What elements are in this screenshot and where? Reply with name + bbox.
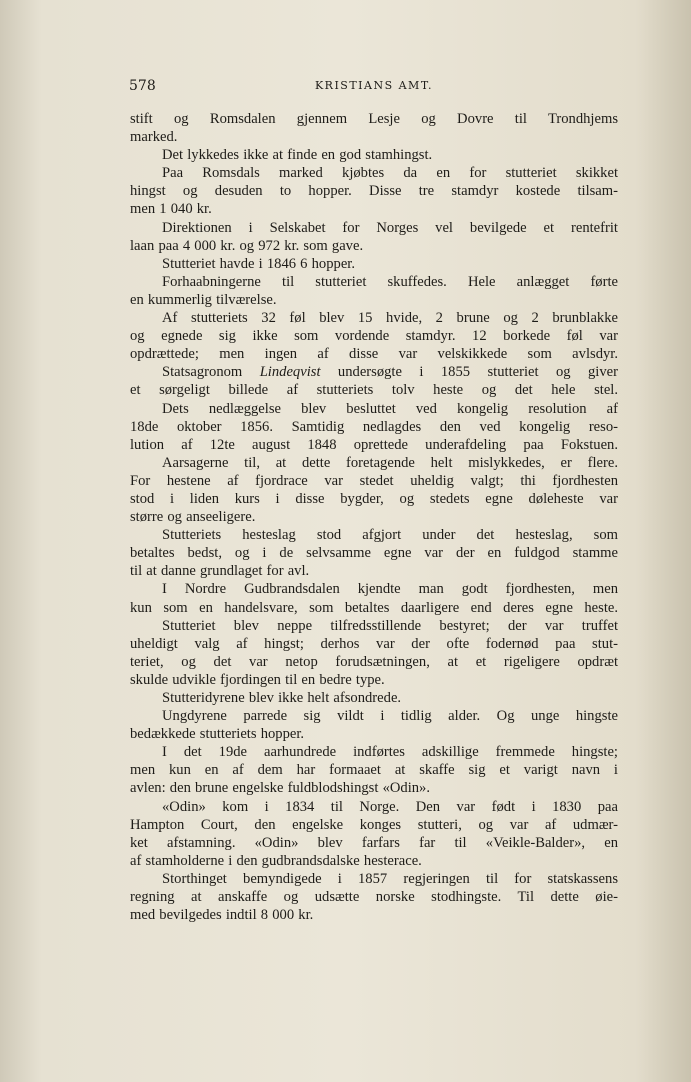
text-line: og egnede sig ikke som vordende stamdyr. 12 borkede føl var (130, 328, 618, 345)
text-line: uheldigt valg af hingst; derhos var der ofte fodernød paa stut- (130, 635, 618, 652)
text-line: Stutteriet havde i 1846 6 hopper. (162, 255, 355, 272)
text-line: et sørgeligt billede af stutteriets tolv heste og det hele stel. (130, 382, 618, 399)
text-line: Paa Romsdals marked kjøbtes da en for stutteriet skikket (162, 165, 618, 182)
text-line: men 1 040 kr. (130, 201, 212, 218)
text-line: regning at anskaffe og udsætte norske stodhingste. Til dette øie- (130, 889, 618, 906)
text-line: men kun en af dem har formaaet at skaffe sig et varigt navn i (130, 762, 618, 779)
text-line: Ungdyrene parrede sig vildt i tidlig alder. Og unge hingste (162, 708, 618, 725)
text-line: I Nordre Gudbrandsdalen kjendte man godt fjordhesten, men (162, 581, 618, 598)
text-line: 18de oktober 1856. Samtidig nedlagdes den ved kongelig reso- (130, 418, 618, 435)
text-line: Hampton Court, den engelske konges stutteri, og var af udmær- (130, 816, 618, 833)
text-line: Dets nedlæggelse blev besluttet ved kongelig resolution af (162, 400, 618, 417)
text-line: større og anseeligere. (130, 509, 256, 526)
text-line: Det lykkedes ikke at finde en god stamhingst. (162, 147, 433, 164)
text-line: teriet, og det var netop forudsætningen, at et rigeligere opdræt (130, 653, 618, 670)
text-line: til at danne grundlaget for avl. (130, 563, 310, 580)
running-title: KRISTIANS AMT. (314, 79, 434, 92)
text-line: «Odin» kom i 1834 til Norge. Den var født i 1830 paa (162, 798, 618, 815)
text-line: Direktionen i Selskabet for Norges vel bevilgede et rentefrit (162, 219, 618, 236)
text-line: lution af 12te august 1848 oprettede underafdeling paa Fokstuen. (130, 436, 618, 453)
page-number: 578 (129, 78, 156, 94)
text-fragment: Statsagronom Lindeqvist undersøgte i 1855 stutteriet og giver (162, 364, 618, 381)
text-line: Aarsagerne til, at dette foretagende helt mislykkedes, er flere. (162, 454, 618, 471)
text-line: I det 19de aarhundrede indførtes adskillige fremmede hingste; (162, 744, 618, 761)
page-header (129, 78, 619, 98)
text-line: skulde udvikle fjordingen til en bedre type. (130, 671, 385, 688)
text-line: For hestene af fjordrace var stedet uheldig valgt; thi fjordhesten (130, 472, 618, 489)
text-line: Stutteridyrene blev ikke helt afsondrede. (162, 690, 402, 706)
italic-name: Lindeqvist (259, 364, 321, 381)
text-line: stod i liden kurs i disse bygder, og stedets egne døleheste var (130, 490, 618, 507)
text-line: Af stutteriets 32 føl blev 15 hvide, 2 brune og 2 brunblakke (162, 310, 618, 327)
text-line: hingst og desuden to hopper. Disse tre stamdyr kostede tilsam- (130, 183, 618, 200)
text-line: af stamholderne i den gudbrandsdalske hesterace. (130, 852, 422, 869)
text-line: Storthinget bemyndigede i 1857 regjeringen til for statskassens (162, 870, 618, 887)
text-line: laan paa 4 000 kr. og 972 kr. som gave. (130, 237, 364, 254)
text-line: stift og Romsdalen gjennem Lesje og Dovre til Trondhjems (130, 111, 618, 127)
text-line: avlen: den brune engelske fuldblodshingst «Odin». (130, 780, 430, 797)
text-line: Stutteriet blev neppe tilfredsstillende bestyret; der var truffet (162, 617, 618, 634)
text-line: bedækkede stutteriets hopper. (130, 726, 305, 743)
text-line (130, 363, 618, 381)
text-line: ket afstamning. «Odin» blev farfars far til «Veikle-Balder», en (130, 834, 618, 851)
text-line: kun som en handelsvare, som betaltes daarligere end deres egne heste. (130, 599, 618, 616)
text-line: betaltes bedst, og i de selvsamme egne var der en fuldgod stamme (130, 545, 618, 562)
text-line: marked. (130, 129, 178, 146)
text-line: med bevilgedes indtil 8 000 kr. (130, 907, 314, 924)
text-line: Stutteriets hesteslag stod afgjort under det hesteslag, som (162, 527, 618, 544)
text-line: en kummerlig tilværelse. (130, 291, 277, 308)
text-line: opdrættede; men ingen af disse var velskikkede som avlsdyr. (130, 346, 618, 363)
text-line: Forhaabningerne til stutteriet skuffedes. Hele anlægget førte (162, 273, 618, 290)
body-text (130, 110, 618, 924)
